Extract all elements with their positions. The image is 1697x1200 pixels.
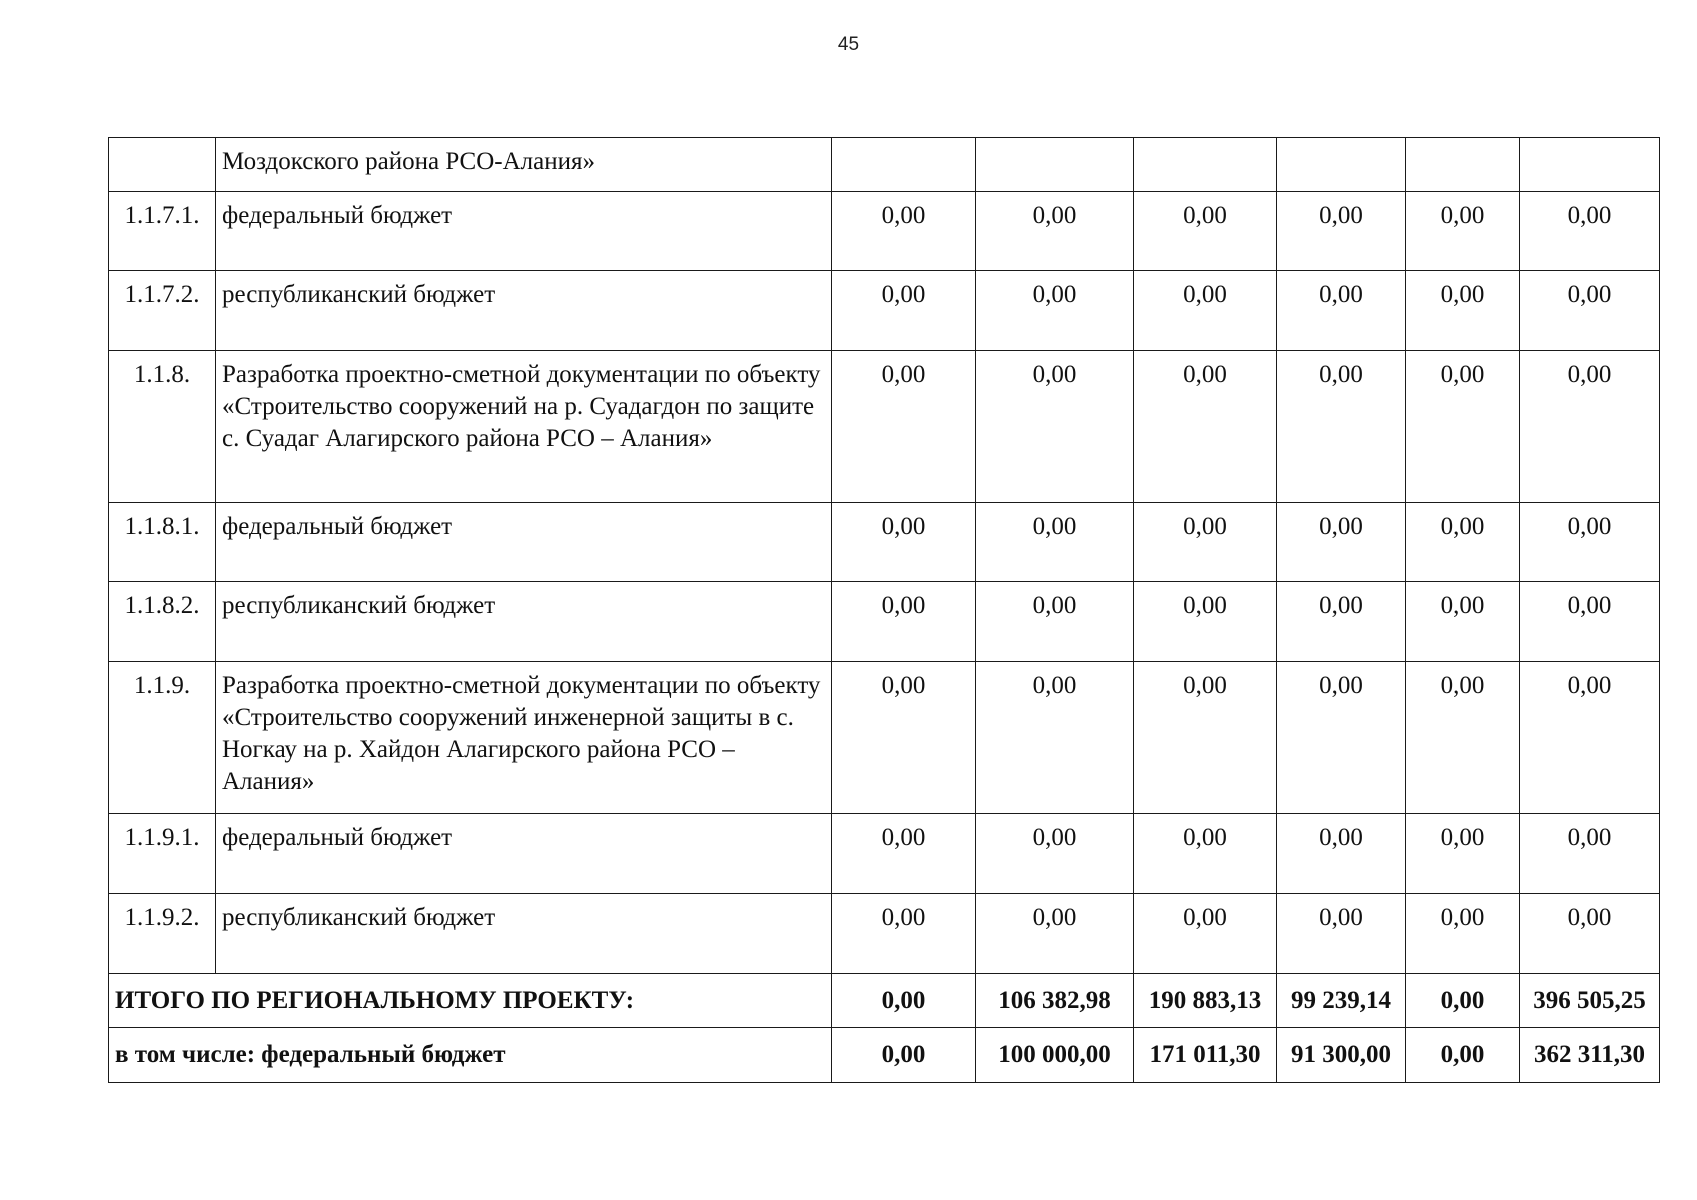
value-cell: 0,00 bbox=[1134, 894, 1277, 974]
row-name: республиканский бюджет bbox=[216, 271, 832, 351]
row-code: 1.1.7.1. bbox=[109, 192, 216, 271]
value-cell: 0,00 bbox=[976, 271, 1134, 351]
total-row bbox=[109, 974, 1660, 1028]
table-row bbox=[109, 582, 1660, 662]
value-cell: 0,00 bbox=[1277, 814, 1406, 894]
total-value-cell: 362 311,30 bbox=[1520, 1028, 1660, 1083]
value-cell: 0,00 bbox=[832, 814, 976, 894]
table-row bbox=[109, 814, 1660, 894]
value-cell: 0,00 bbox=[1406, 192, 1520, 271]
table-row bbox=[109, 351, 1660, 503]
value-cell: 0,00 bbox=[1406, 503, 1520, 582]
value-cell bbox=[1134, 138, 1277, 192]
total-value-cell: 190 883,13 bbox=[1134, 974, 1277, 1028]
table-row bbox=[109, 662, 1660, 814]
page-number: 45 bbox=[837, 34, 860, 55]
value-cell bbox=[1520, 138, 1660, 192]
value-cell bbox=[832, 138, 976, 192]
value-cell: 0,00 bbox=[976, 582, 1134, 662]
value-cell: 0,00 bbox=[832, 351, 976, 503]
total-value-cell: 91 300,00 bbox=[1277, 1028, 1406, 1083]
row-code: 1.1.9. bbox=[109, 662, 216, 814]
total-value-cell: 0,00 bbox=[832, 974, 976, 1028]
value-cell: 0,00 bbox=[1277, 582, 1406, 662]
row-name: Моздокского района РСО-Алания» bbox=[216, 138, 832, 192]
row-name: Разработка проектно-сметной документации по объекту «Строительство сооружений на р. Суадагдон по защите с. Суадаг Алагирского района РСО – Алания» bbox=[216, 351, 832, 503]
value-cell: 0,00 bbox=[976, 192, 1134, 271]
value-cell: 0,00 bbox=[832, 503, 976, 582]
value-cell: 0,00 bbox=[1520, 503, 1660, 582]
value-cell: 0,00 bbox=[1520, 894, 1660, 974]
row-name: федеральный бюджет bbox=[216, 814, 832, 894]
total-value-cell: 396 505,25 bbox=[1520, 974, 1660, 1028]
value-cell: 0,00 bbox=[976, 894, 1134, 974]
value-cell: 0,00 bbox=[1520, 192, 1660, 271]
value-cell: 0,00 bbox=[832, 894, 976, 974]
value-cell: 0,00 bbox=[976, 662, 1134, 814]
total-label: в том числе: федеральный бюджет bbox=[109, 1028, 832, 1083]
table-row bbox=[109, 271, 1660, 351]
row-code: 1.1.8.2. bbox=[109, 582, 216, 662]
value-cell: 0,00 bbox=[1277, 192, 1406, 271]
value-cell: 0,00 bbox=[1277, 351, 1406, 503]
row-name: федеральный бюджет bbox=[216, 192, 832, 271]
value-cell bbox=[976, 138, 1134, 192]
total-value-cell: 0,00 bbox=[832, 1028, 976, 1083]
row-name: республиканский бюджет bbox=[216, 894, 832, 974]
table-row bbox=[109, 503, 1660, 582]
row-code: 1.1.8.1. bbox=[109, 503, 216, 582]
value-cell: 0,00 bbox=[1134, 582, 1277, 662]
value-cell: 0,00 bbox=[1406, 351, 1520, 503]
value-cell: 0,00 bbox=[1406, 271, 1520, 351]
value-cell: 0,00 bbox=[1134, 503, 1277, 582]
value-cell: 0,00 bbox=[976, 351, 1134, 503]
value-cell: 0,00 bbox=[1277, 271, 1406, 351]
value-cell: 0,00 bbox=[1134, 192, 1277, 271]
value-cell: 0,00 bbox=[976, 814, 1134, 894]
budget-table bbox=[108, 137, 1660, 1083]
total-value-cell: 99 239,14 bbox=[1277, 974, 1406, 1028]
row-code: 1.1.9.2. bbox=[109, 894, 216, 974]
total-label: ИТОГО ПО РЕГИОНАЛЬНОМУ ПРОЕКТУ: bbox=[109, 974, 832, 1028]
value-cell: 0,00 bbox=[1134, 351, 1277, 503]
row-name: федеральный бюджет bbox=[216, 503, 832, 582]
table-row bbox=[109, 192, 1660, 271]
value-cell: 0,00 bbox=[1520, 814, 1660, 894]
total-value-cell: 0,00 bbox=[1406, 1028, 1520, 1083]
total-value-cell: 0,00 bbox=[1406, 974, 1520, 1028]
value-cell: 0,00 bbox=[1277, 503, 1406, 582]
value-cell: 0,00 bbox=[1406, 662, 1520, 814]
table-row bbox=[109, 894, 1660, 974]
row-code: 1.1.8. bbox=[109, 351, 216, 503]
value-cell: 0,00 bbox=[1277, 894, 1406, 974]
value-cell: 0,00 bbox=[1134, 814, 1277, 894]
value-cell: 0,00 bbox=[1406, 894, 1520, 974]
value-cell: 0,00 bbox=[1520, 582, 1660, 662]
value-cell: 0,00 bbox=[1520, 271, 1660, 351]
row-code: 1.1.9.1. bbox=[109, 814, 216, 894]
total-value-cell: 100 000,00 bbox=[976, 1028, 1134, 1083]
total-value-cell: 106 382,98 bbox=[976, 974, 1134, 1028]
value-cell: 0,00 bbox=[1520, 351, 1660, 503]
row-code: 1.1.7.2. bbox=[109, 271, 216, 351]
value-cell: 0,00 bbox=[1134, 662, 1277, 814]
row-name: Разработка проектно-сметной документации по объекту «Строительство сооружений инженерной защиты в с. Ногкау на р. Хайдон Алагирского района РСО – Алания» bbox=[216, 662, 832, 814]
value-cell: 0,00 bbox=[1277, 662, 1406, 814]
value-cell: 0,00 bbox=[1520, 662, 1660, 814]
value-cell bbox=[1406, 138, 1520, 192]
total-value-cell: 171 011,30 bbox=[1134, 1028, 1277, 1083]
value-cell: 0,00 bbox=[1406, 814, 1520, 894]
total-row bbox=[109, 1028, 1660, 1083]
row-code bbox=[109, 138, 216, 192]
value-cell: 0,00 bbox=[832, 192, 976, 271]
table-row bbox=[109, 138, 1660, 192]
value-cell: 0,00 bbox=[832, 582, 976, 662]
value-cell: 0,00 bbox=[1406, 582, 1520, 662]
value-cell: 0,00 bbox=[976, 503, 1134, 582]
value-cell: 0,00 bbox=[1134, 271, 1277, 351]
value-cell: 0,00 bbox=[832, 662, 976, 814]
row-name: республиканский бюджет bbox=[216, 582, 832, 662]
value-cell bbox=[1277, 138, 1406, 192]
value-cell: 0,00 bbox=[832, 271, 976, 351]
